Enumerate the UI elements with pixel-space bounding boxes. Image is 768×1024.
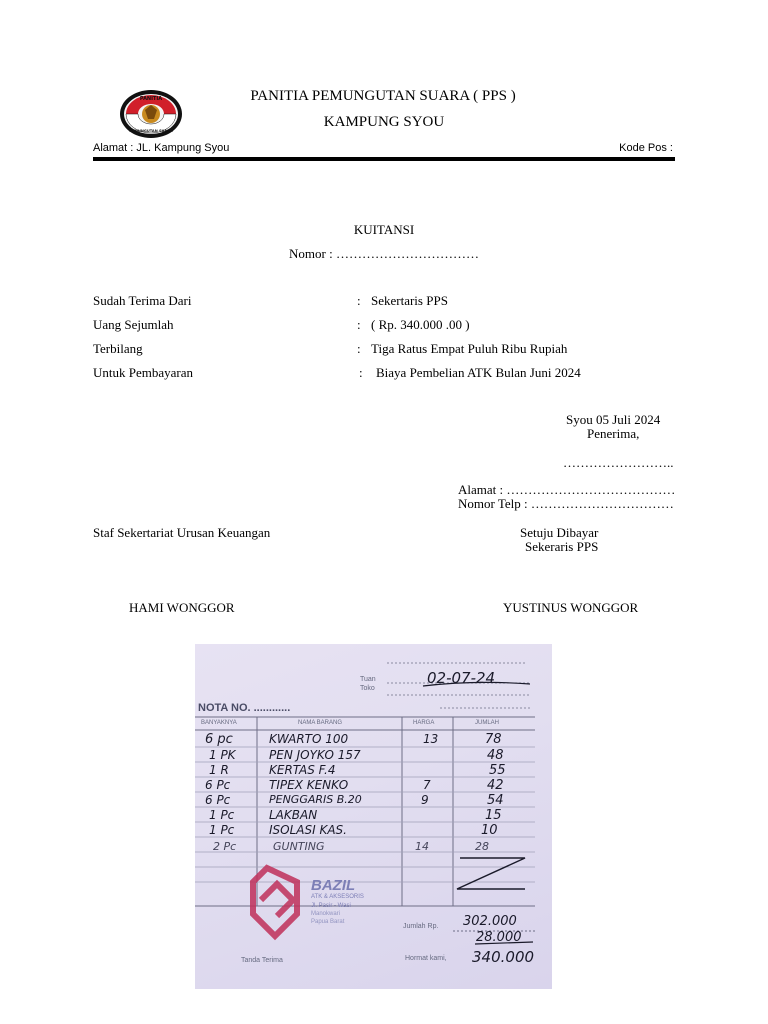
header-postal-code: Kode Pos :	[619, 142, 673, 154]
receipt-item-qty: 2 Pc	[213, 840, 237, 853]
receipt-item-price: 13	[423, 732, 439, 746]
row-colon: :	[357, 293, 361, 308]
receipt-item-qty: 6 pc	[205, 732, 233, 747]
receipt-item-total: 42	[487, 778, 504, 793]
document-number: Nomor : ……………………………	[289, 246, 479, 261]
receipt-item-qty: 6 Pc	[205, 778, 231, 792]
receipt-grand-total: 340.000	[472, 948, 535, 966]
receipt-item-name: KWARTO 100	[269, 732, 349, 746]
receiver-address-line: Alamat : …………………………………	[458, 482, 676, 497]
receipt-item-price: 9	[421, 793, 429, 807]
receipt-tuan-label: Tuan	[360, 676, 376, 683]
receipt-item-name: ISOLASI KAS.	[269, 823, 347, 837]
receipt-nota-label: NOTA NO. ............	[198, 702, 291, 714]
date-line: Syou 05 Juli 2024	[566, 412, 661, 427]
row-label-received-from: Sudah Terima Dari	[93, 293, 192, 308]
receipt-item-name: LAKBAN	[269, 808, 318, 822]
receipt-stamp-sub: ATK & AKSESORIS	[311, 894, 364, 900]
left-signatory-name: HAMI WONGGOR	[129, 600, 235, 615]
receipt-item-price: 14	[415, 840, 429, 853]
right-signatory-title-2: Sekeraris PPS	[525, 539, 599, 554]
header-divider	[93, 157, 675, 161]
receipt-date: 02-07-24	[427, 669, 496, 687]
receipt-subtotal: 302.000	[463, 914, 517, 929]
receipt-item-qty: 1 Pc	[209, 823, 235, 837]
header-address: Alamat : JL. Kampung Syou	[93, 142, 230, 154]
receipt-item-total: 48	[487, 748, 504, 763]
svg-text:PEMUNGUTAN SUARA: PEMUNGUTAN SUARA	[129, 129, 173, 133]
receiver-signature-line: ……………………..	[563, 455, 674, 470]
receipt-photo	[195, 644, 552, 989]
row-value-payment-for: Biaya Pembelian ATK Bulan Juni 2024	[376, 365, 581, 380]
receipt-item-total: 15	[485, 808, 502, 823]
right-signatory-name: YUSTINUS WONGGOR	[503, 600, 639, 615]
receipt-header-item: NAMA BARANG	[298, 720, 343, 726]
receipt-item-price: 7	[423, 778, 431, 792]
svg-text:PANITIA: PANITIA	[139, 96, 163, 102]
right-signatory-title-1: Setuju Dibayar	[520, 525, 599, 540]
receiver-label: Penerima,	[587, 426, 640, 441]
receiver-phone-line: Nomor Telp : ……………………………	[458, 496, 674, 511]
receipt-item-total: 28	[475, 840, 489, 853]
row-label-in-words: Terbilang	[93, 341, 143, 356]
row-label-amount: Uang Sejumlah	[93, 317, 174, 332]
receipt-stamp-province: Papua Barat	[311, 919, 345, 925]
left-signatory-title: Staf Sekertariat Urusan Keuangan	[93, 525, 271, 540]
row-colon: :	[357, 341, 361, 356]
row-label-payment-for: Untuk Pembayaran	[93, 365, 194, 380]
receipt-header-total: JUMLAH	[475, 720, 500, 726]
receipt-tanda-terima: Tanda Terima	[241, 957, 283, 964]
row-value-in-words: Tiga Ratus Empat Puluh Ribu Rupiah	[371, 341, 568, 356]
receipt-toko-label: Toko	[360, 685, 375, 692]
receipt-item-name: TIPEX KENKO	[269, 778, 349, 792]
row-value-received-from: Sekertaris PPS	[371, 293, 448, 308]
organization-subtitle: KAMPUNG SYOU	[323, 114, 445, 130]
receipt-item-total: 55	[489, 763, 506, 778]
receipt-stamp-name: BAZIL	[311, 877, 356, 894]
receipt-header-qty: BANYAKNYA	[201, 720, 237, 726]
row-colon: :	[357, 317, 361, 332]
receipt-hormat-kami: Hormat kami,	[405, 955, 447, 962]
row-value-amount: ( Rp. 340.000 .00 )	[371, 317, 470, 332]
organization-name: PANITIA PEMUNGUTAN SUARA ( PPS )	[250, 88, 516, 104]
receipt-addition: 28.000	[476, 930, 522, 945]
receipt-item-name: PEN JOYKO 157	[269, 748, 361, 762]
receipt-item-qty: 1 PK	[209, 748, 236, 762]
receipt-item-name: KERTAS F.4	[269, 763, 336, 777]
receipt-item-name: GUNTING	[273, 840, 325, 853]
receipt-header-price: HARGA	[413, 720, 435, 726]
receipt-item-total: 54	[487, 793, 504, 808]
receipt-item-qty: 1 R	[209, 763, 229, 777]
receipt-item-qty: 6 Pc	[205, 793, 231, 807]
document-title: KUITANSI	[353, 222, 415, 237]
receipt-stamp-city: Manokwari	[311, 911, 341, 917]
receipt-item-total: 10	[481, 823, 498, 838]
receipt-item-total: 78	[485, 732, 502, 747]
row-colon: :	[359, 365, 363, 380]
receipt-total-label: Jumlah Rp.	[403, 923, 439, 930]
receipt-item-qty: 1 Pc	[209, 808, 235, 822]
receipt-item-name: PENGGARIS B.20	[269, 793, 362, 806]
receipt-stamp-address: Jl. Pasir - Wasi	[311, 903, 351, 909]
